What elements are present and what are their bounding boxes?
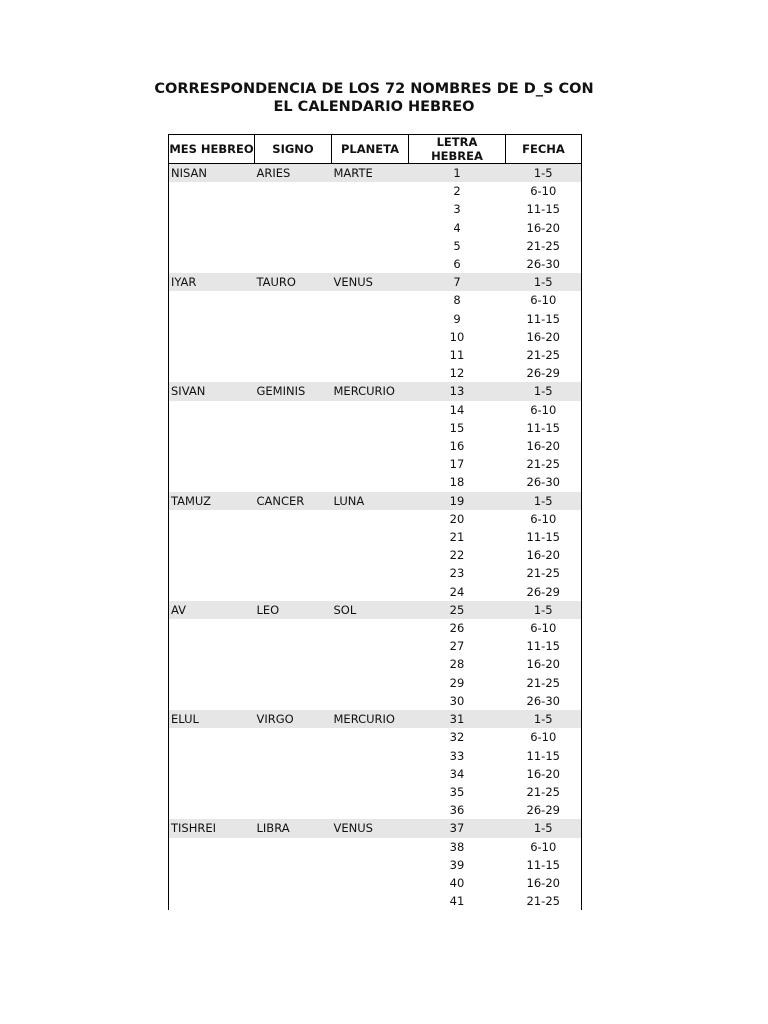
table-row <box>169 765 582 783</box>
cell-mes-hebreo <box>169 291 255 309</box>
cell-signo <box>255 237 332 255</box>
cell-mes-hebreo: SIVAN <box>169 382 255 400</box>
table-row-month-start <box>169 382 582 400</box>
cell-fecha: 1-5 <box>506 819 582 837</box>
table-row-month-start <box>169 710 582 728</box>
cell-fecha: 26-29 <box>506 801 582 819</box>
cell-mes-hebreo <box>169 674 255 692</box>
table-row <box>169 783 582 801</box>
cell-mes-hebreo: TAMUZ <box>169 492 255 510</box>
cell-fecha: 16-20 <box>506 328 582 346</box>
table-row <box>169 310 582 328</box>
table-row-month-start <box>169 164 582 183</box>
cell-signo <box>255 346 332 364</box>
cell-fecha: 11-15 <box>506 637 582 655</box>
table-row <box>169 401 582 419</box>
table-row-month-start <box>169 492 582 510</box>
table-row <box>169 892 582 910</box>
cell-fecha: 6-10 <box>506 401 582 419</box>
cell-letra-hebrea: 23 <box>449 566 465 581</box>
table-row <box>169 692 582 710</box>
header-planeta: PLANETA <box>332 135 409 164</box>
table-row <box>169 437 582 455</box>
cell-letra-hebrea: 35 <box>449 784 465 799</box>
cell-letra-hebrea: 22 <box>449 548 465 563</box>
cell-signo: GEMINIS <box>255 382 332 400</box>
cell-mes-hebreo <box>169 200 255 218</box>
cell-planeta <box>332 674 409 692</box>
cell-fecha: 26-29 <box>506 583 582 601</box>
cell-mes-hebreo: IYAR <box>169 273 255 291</box>
cell-mes-hebreo <box>169 637 255 655</box>
table-row <box>169 564 582 582</box>
cell-fecha: 26-29 <box>506 364 582 382</box>
table-row <box>169 747 582 765</box>
cell-signo: CANCER <box>255 492 332 510</box>
table-row <box>169 328 582 346</box>
cell-mes-hebreo <box>169 619 255 637</box>
cell-planeta <box>332 255 409 273</box>
cell-letra-hebrea: 14 <box>449 402 465 417</box>
cell-planeta: MERCURIO <box>332 382 409 400</box>
cell-planeta <box>332 838 409 856</box>
cell-signo <box>255 328 332 346</box>
table-body <box>169 164 582 911</box>
cell-signo <box>255 219 332 237</box>
table-row <box>169 237 582 255</box>
cell-mes-hebreo <box>169 401 255 419</box>
cell-planeta: VENUS <box>332 819 409 837</box>
header-mes-hebreo: MES HEBREO <box>169 135 255 164</box>
cell-signo: VIRGO <box>255 710 332 728</box>
cell-planeta <box>332 874 409 892</box>
cell-signo <box>255 583 332 601</box>
cell-planeta <box>332 637 409 655</box>
cell-planeta <box>332 328 409 346</box>
cell-planeta <box>332 564 409 582</box>
title-line-2: EL CALENDARIO HEBREO <box>273 99 475 115</box>
cell-planeta: LUNA <box>332 492 409 510</box>
cell-fecha: 26-30 <box>506 473 582 491</box>
cell-signo <box>255 510 332 528</box>
cell-signo <box>255 182 332 200</box>
cell-planeta <box>332 419 409 437</box>
cell-mes-hebreo <box>169 437 255 455</box>
table-row-month-start <box>169 273 582 291</box>
cell-fecha: 11-15 <box>506 419 582 437</box>
cell-mes-hebreo <box>169 528 255 546</box>
cell-fecha: 21-25 <box>506 455 582 473</box>
cell-fecha: 1-5 <box>506 273 582 291</box>
cell-letra-hebrea: 25 <box>409 601 506 619</box>
cell-letra-hebrea: 13 <box>409 382 506 400</box>
cell-signo <box>255 637 332 655</box>
cell-planeta: VENUS <box>332 273 409 291</box>
cell-signo <box>255 546 332 564</box>
cell-mes-hebreo: AV <box>169 601 255 619</box>
correspondence-table <box>168 134 582 910</box>
cell-planeta <box>332 219 409 237</box>
document-title <box>130 80 618 116</box>
cell-fecha: 21-25 <box>506 237 582 255</box>
cell-letra-hebrea: 34 <box>449 766 465 781</box>
cell-signo <box>255 783 332 801</box>
table-row <box>169 637 582 655</box>
cell-mes-hebreo <box>169 692 255 710</box>
header-fecha: FECHA <box>506 135 582 164</box>
table-row-month-start <box>169 601 582 619</box>
table-row-month-start <box>169 819 582 837</box>
cell-fecha: 6-10 <box>506 619 582 637</box>
cell-letra-hebrea: 20 <box>449 511 465 526</box>
cell-letra-hebrea: 7 <box>409 273 506 291</box>
cell-mes-hebreo <box>169 473 255 491</box>
cell-mes-hebreo <box>169 346 255 364</box>
header-signo: SIGNO <box>255 135 332 164</box>
cell-signo <box>255 619 332 637</box>
table-row <box>169 728 582 746</box>
cell-fecha: 11-15 <box>506 747 582 765</box>
cell-letra-hebrea: 18 <box>449 475 465 490</box>
cell-letra-hebrea: 19 <box>409 492 506 510</box>
cell-signo <box>255 838 332 856</box>
cell-letra-hebrea: 38 <box>449 839 465 854</box>
table-row <box>169 510 582 528</box>
cell-signo <box>255 473 332 491</box>
cell-fecha: 16-20 <box>506 765 582 783</box>
cell-mes-hebreo <box>169 219 255 237</box>
cell-mes-hebreo <box>169 455 255 473</box>
cell-signo <box>255 528 332 546</box>
cell-fecha: 1-5 <box>506 710 582 728</box>
cell-letra-hebrea: 11 <box>449 348 465 363</box>
cell-signo: LEO <box>255 601 332 619</box>
cell-letra-hebrea: 28 <box>449 657 465 672</box>
cell-letra-hebrea: 29 <box>449 675 465 690</box>
table-row <box>169 528 582 546</box>
header-row <box>169 135 582 164</box>
cell-fecha: 21-25 <box>506 892 582 910</box>
table-row <box>169 838 582 856</box>
cell-planeta: MARTE <box>332 164 409 183</box>
title-line-1: CORRESPONDENCIA DE LOS 72 NOMBRES DE D_S CON <box>154 81 594 97</box>
cell-planeta <box>332 310 409 328</box>
table-row <box>169 619 582 637</box>
cell-planeta: SOL <box>332 601 409 619</box>
cell-letra-hebrea: 24 <box>449 584 465 599</box>
cell-planeta <box>332 364 409 382</box>
cell-letra-hebrea: 30 <box>449 693 465 708</box>
cell-signo <box>255 291 332 309</box>
cell-planeta <box>332 692 409 710</box>
cell-mes-hebreo <box>169 747 255 765</box>
cell-signo <box>255 364 332 382</box>
cell-mes-hebreo <box>169 874 255 892</box>
cell-planeta <box>332 401 409 419</box>
cell-mes-hebreo <box>169 583 255 601</box>
cell-signo <box>255 674 332 692</box>
cell-planeta <box>332 473 409 491</box>
cell-planeta <box>332 747 409 765</box>
cell-planeta <box>332 728 409 746</box>
cell-planeta <box>332 200 409 218</box>
cell-signo <box>255 747 332 765</box>
cell-fecha: 26-30 <box>506 255 582 273</box>
cell-planeta <box>332 546 409 564</box>
cell-fecha: 21-25 <box>506 564 582 582</box>
cell-signo <box>255 874 332 892</box>
cell-signo <box>255 801 332 819</box>
cell-letra-hebrea: 37 <box>409 819 506 837</box>
cell-fecha: 21-25 <box>506 783 582 801</box>
cell-signo <box>255 200 332 218</box>
cell-planeta <box>332 801 409 819</box>
cell-signo <box>255 437 332 455</box>
cell-letra-hebrea: 1 <box>409 164 506 183</box>
cell-mes-hebreo <box>169 801 255 819</box>
table-row <box>169 674 582 692</box>
cell-letra-hebrea: 40 <box>449 875 465 890</box>
table-row <box>169 291 582 309</box>
cell-signo <box>255 856 332 874</box>
cell-fecha: 6-10 <box>506 291 582 309</box>
cell-mes-hebreo <box>169 419 255 437</box>
table-row <box>169 473 582 491</box>
cell-signo <box>255 401 332 419</box>
cell-planeta <box>332 346 409 364</box>
cell-signo: TAURO <box>255 273 332 291</box>
cell-letra-hebrea: 3 <box>453 202 461 217</box>
cell-fecha: 16-20 <box>506 437 582 455</box>
cell-signo <box>255 692 332 710</box>
correspondence-table-container <box>168 134 581 910</box>
table-row <box>169 419 582 437</box>
cell-fecha: 16-20 <box>506 655 582 673</box>
cell-letra-hebrea: 27 <box>449 639 465 654</box>
cell-fecha: 26-30 <box>506 692 582 710</box>
cell-letra-hebrea: 31 <box>409 710 506 728</box>
table-row <box>169 219 582 237</box>
cell-fecha: 1-5 <box>506 164 582 183</box>
table-row <box>169 801 582 819</box>
cell-fecha: 21-25 <box>506 674 582 692</box>
cell-letra-hebrea: 5 <box>453 238 461 253</box>
cell-fecha: 16-20 <box>506 874 582 892</box>
cell-letra-hebrea: 15 <box>449 420 465 435</box>
cell-mes-hebreo <box>169 856 255 874</box>
table-row <box>169 455 582 473</box>
cell-mes-hebreo <box>169 328 255 346</box>
cell-mes-hebreo <box>169 364 255 382</box>
cell-letra-hebrea: 33 <box>449 748 465 763</box>
cell-fecha: 11-15 <box>506 856 582 874</box>
cell-signo <box>255 564 332 582</box>
cell-fecha: 11-15 <box>506 200 582 218</box>
cell-planeta <box>332 237 409 255</box>
cell-letra-hebrea: 16 <box>449 439 465 454</box>
cell-mes-hebreo <box>169 546 255 564</box>
table-row <box>169 874 582 892</box>
cell-fecha: 1-5 <box>506 382 582 400</box>
cell-mes-hebreo: NISAN <box>169 164 255 183</box>
cell-planeta: MERCURIO <box>332 710 409 728</box>
cell-fecha: 6-10 <box>506 728 582 746</box>
table-row <box>169 583 582 601</box>
cell-letra-hebrea: 6 <box>453 257 461 272</box>
table-row <box>169 546 582 564</box>
cell-letra-hebrea: 2 <box>453 184 461 199</box>
cell-planeta <box>332 783 409 801</box>
cell-fecha: 16-20 <box>506 219 582 237</box>
cell-mes-hebreo <box>169 655 255 673</box>
cell-mes-hebreo <box>169 783 255 801</box>
cell-signo <box>255 255 332 273</box>
cell-letra-hebrea: 41 <box>449 894 465 909</box>
cell-planeta <box>332 892 409 910</box>
cell-fecha: 1-5 <box>506 492 582 510</box>
cell-letra-hebrea: 26 <box>449 621 465 636</box>
cell-mes-hebreo <box>169 310 255 328</box>
cell-planeta <box>332 765 409 783</box>
table-row <box>169 655 582 673</box>
table-header <box>169 135 582 164</box>
cell-letra-hebrea: 32 <box>449 730 465 745</box>
cell-mes-hebreo <box>169 564 255 582</box>
cell-signo <box>255 310 332 328</box>
cell-mes-hebreo <box>169 510 255 528</box>
cell-signo <box>255 892 332 910</box>
cell-fecha: 6-10 <box>506 838 582 856</box>
cell-signo <box>255 728 332 746</box>
table-row <box>169 364 582 382</box>
cell-mes-hebreo <box>169 892 255 910</box>
cell-signo <box>255 455 332 473</box>
table-row <box>169 200 582 218</box>
cell-letra-hebrea: 36 <box>449 803 465 818</box>
cell-mes-hebreo: TISHREI <box>169 819 255 837</box>
cell-planeta <box>332 510 409 528</box>
cell-signo <box>255 419 332 437</box>
cell-fecha: 16-20 <box>506 546 582 564</box>
cell-planeta <box>332 455 409 473</box>
cell-letra-hebrea: 17 <box>449 457 465 472</box>
cell-mes-hebreo <box>169 237 255 255</box>
cell-planeta <box>332 856 409 874</box>
cell-mes-hebreo <box>169 838 255 856</box>
cell-fecha: 1-5 <box>506 601 582 619</box>
cell-signo <box>255 765 332 783</box>
cell-fecha: 21-25 <box>506 346 582 364</box>
cell-fecha: 11-15 <box>506 528 582 546</box>
cell-signo: ARIES <box>255 164 332 183</box>
cell-fecha: 6-10 <box>506 510 582 528</box>
cell-mes-hebreo <box>169 255 255 273</box>
cell-planeta <box>332 291 409 309</box>
table-row <box>169 182 582 200</box>
cell-letra-hebrea: 4 <box>453 220 461 235</box>
cell-letra-hebrea: 8 <box>453 293 461 308</box>
cell-planeta <box>332 182 409 200</box>
table-row <box>169 346 582 364</box>
table-row <box>169 255 582 273</box>
cell-letra-hebrea: 10 <box>449 329 465 344</box>
cell-planeta <box>332 655 409 673</box>
cell-signo: LIBRA <box>255 819 332 837</box>
cell-letra-hebrea: 12 <box>449 366 465 381</box>
cell-mes-hebreo <box>169 728 255 746</box>
cell-planeta <box>332 528 409 546</box>
cell-letra-hebrea: 21 <box>449 530 465 545</box>
table-row <box>169 856 582 874</box>
cell-signo <box>255 655 332 673</box>
cell-mes-hebreo: ELUL <box>169 710 255 728</box>
cell-planeta <box>332 619 409 637</box>
header-letra-hebrea: LETRA HEBREA <box>409 135 506 164</box>
cell-fecha: 11-15 <box>506 310 582 328</box>
cell-mes-hebreo <box>169 765 255 783</box>
cell-mes-hebreo <box>169 182 255 200</box>
cell-planeta <box>332 583 409 601</box>
cell-letra-hebrea: 39 <box>449 857 465 872</box>
cell-letra-hebrea: 9 <box>453 311 461 326</box>
cell-planeta <box>332 437 409 455</box>
cell-fecha: 6-10 <box>506 182 582 200</box>
